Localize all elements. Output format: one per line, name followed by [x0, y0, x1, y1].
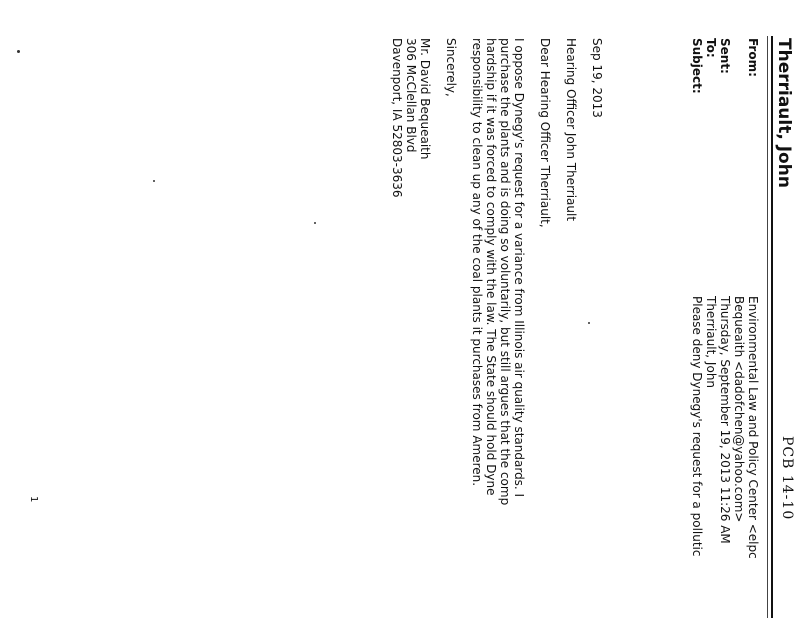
to-label: To: — [704, 38, 718, 58]
signature-city-line: Davenport, IA 52803-3636 — [390, 38, 404, 198]
letter-salutation: Dear Hearing Officer Therriault, — [538, 38, 552, 228]
body-line: I oppose Dynegy's request for a variance from Illinois air quality standards. I — [512, 38, 526, 498]
to-value: Therriault, John — [704, 296, 718, 389]
sent-value: Thursday, September 19, 2013 11:26 AM — [718, 296, 732, 544]
letter-recipient: Hearing Officer John Therriault — [564, 38, 578, 222]
sent-label: Sent: — [718, 38, 732, 74]
from-value-continued: Bequeaith <dadofchen@yahoo.com> — [732, 296, 746, 523]
header-divider-thin — [767, 36, 768, 618]
body-line: responsibility to clean up any of the coal plants it purchases from Ameren. — [470, 38, 484, 487]
header-divider — [771, 36, 773, 618]
scan-speck — [314, 222, 316, 224]
letter-closing: Sincerely, — [444, 38, 458, 97]
subject-value: Please deny Dynegy's request for a pollutic — [690, 296, 704, 557]
letter-date: Sep 19, 2013 — [590, 38, 604, 118]
scan-speck — [153, 180, 155, 182]
from-value: Environmental Law and Policy Center <elpc — [746, 296, 760, 559]
from-label: From: — [746, 38, 760, 77]
subject-label: Subject: — [690, 38, 704, 94]
scan-speck — [17, 50, 20, 53]
body-line: hardship if it was forced to comply with the law. The State should hold Dyne — [484, 38, 498, 496]
signature-name: Mr. David Bequeaith — [418, 38, 432, 160]
sender-title: Therriault, John — [774, 38, 794, 188]
signature-address-line: 306 McClellan Blvd — [404, 38, 418, 153]
case-number: PCB 14-10 — [779, 436, 795, 521]
scan-speck — [588, 322, 590, 324]
body-line: purchase the plants and is doing so voluntarily, but still argues that the comp — [498, 38, 512, 506]
page-marker: 1 — [28, 496, 39, 503]
